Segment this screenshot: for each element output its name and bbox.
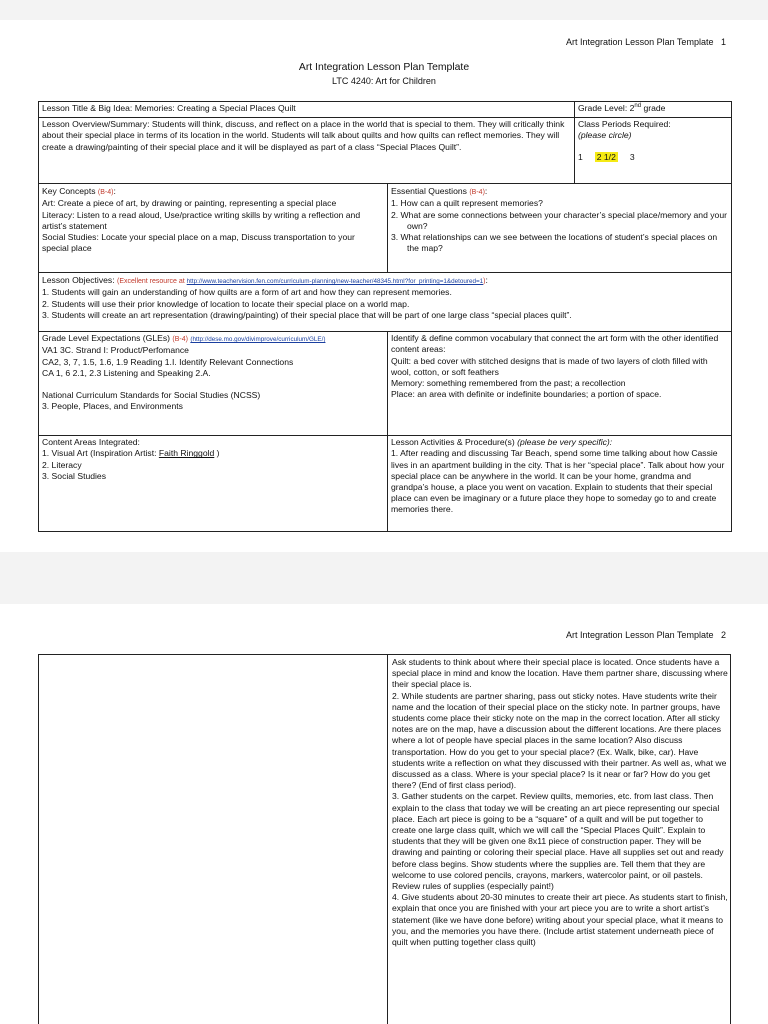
gles-link[interactable]: (http://dese.mo.gov/divimprove/curriculum/GLE/) — [190, 336, 326, 344]
content-areas-cell: Content Areas Integrated: 1. Visual Art (Inspiration Artist: Faith Ringgold ) 2. Literacy 3. Social Studies — [39, 436, 388, 532]
essential-question: 3. What relationships can we see between the locations of student’s special places on the map? — [391, 232, 718, 254]
lesson-overview-cell — [39, 118, 575, 184]
ncss-item: 3. People, Places, and Environments — [42, 401, 183, 412]
essential-questions-label: Essential Questions — [391, 186, 467, 197]
page-number: 1 — [720, 37, 726, 47]
key-concepts-label: Key Concepts — [42, 186, 96, 197]
lesson-title-cell — [39, 102, 575, 118]
key-concepts-cell: Key Concepts (B-4): Art: Create a piece of art, by drawing or painting, representing a special place Literacy: Listen to a read aloud, Use/practice writing skills by writing a reflection and artist’s statement Social Studies: Locate your special place on a map, Discuss transportation to your special place — [39, 184, 388, 273]
gle-line: CA 1, 6 2.1, 2.3 Listening and Speaking 2.A. — [42, 367, 211, 378]
content-areas-label: Content Areas Integrated: — [42, 437, 140, 448]
essential-question: 2. What are some connections between your character’s special place/memory and your own? — [391, 209, 727, 231]
class-periods-note: (please circle) — [578, 130, 632, 141]
page-header-1 — [566, 37, 726, 48]
activities-paragraph: Ask students to think about where their special place is located. Once students have a special place in mind and know the location. Have them partner share, discussing where their special place is. — [392, 657, 728, 690]
page-header-2 — [566, 630, 726, 641]
objectives-resource-link[interactable]: http://www.teachervision.fen.com/curriculum-planning/new-teacher/48345.html?for_printing=1&detoured=1 — [186, 278, 484, 286]
class-periods-cell — [575, 118, 732, 184]
page-2-empty-cell — [39, 655, 388, 1024]
grade-level-cell: Grade Level: 2nd grade — [575, 102, 732, 118]
gle-line: VA1 3C. Strand I: Product/Perfomance — [42, 345, 189, 356]
gles-cell: Grade Level Expectations (GLEs) (B-4) (http://dese.mo.gov/divimprove/curriculum/GLE/) VA1 3C. Strand I: Product/Perfomance CA2, 3, 7, 1.5, 1.6, 1.9 Reading 1.I. Identify Relevant Connections CA 1, 6 2.1, 2.3 Listening and Speaking 2.A. National Curriculum Standards for Social Studies (NCSS) 3. People, Places, and Environments — [39, 332, 388, 436]
objective-item: 3. Students will create an art representation (drawing/painting) of their special place that will be part of one large class “special places quilt”. — [42, 309, 572, 320]
period-option-2-selected[interactable]: 2 1/2 — [596, 151, 616, 162]
page-gap — [0, 552, 768, 604]
activities-step-2: 2. While students are partner sharing, pass out sticky notes. Have students write their name and the location of their special place on the sticky note. In partner groups, have students come place their sticky note on the map in the correct location. After all sticky notes are on the map, have a discussion about the different locations. Are there places where a lot of people have special places in the same location? Also discuss transportation. How do you get to your special place? (Ex. Walk, bike, car). Have students write a reflection on what they discussed with their partner. As well as, what we discussed as a class. Where is your special place? Is it near or far? How do you get there? (End of first class period). — [392, 690, 727, 791]
objective-item: 2. Students will use their prior knowledge of location to locate their special place on a world map. — [42, 298, 410, 309]
activities-step-1: 1. After reading and discussing Tar Beach, spend some time talking about how Cassie lives in an apartment building in the city. That is her “special place”. Talk about how your special place can be anywhere in the world. It can be your home, grandma and grandpa’s house, a place you went on vacation. Explain to students that their special place can even be imaginary or a future place they hope to someday go to and create memories there. — [391, 448, 725, 515]
period-option-3[interactable]: 3 — [629, 151, 635, 162]
page-2-table — [38, 654, 731, 1024]
ncss-label: National Curriculum Standards for Social Studies (NCSS) — [42, 390, 261, 401]
content-area-social-studies: 3. Social Studies — [42, 470, 107, 481]
activities-step-3: 3. Gather students on the carpet. Review quilts, memories, etc. from last class. Then explain to the class that today we will be creating an art piece representing our special place. Each art piece is going to be a “square” of a quilt and will be put together to create one large class quilt, which we will call the “Special Places Quilt”. Explain to students that they will be given one 8x11 piece of construction paper. They will be drawing and painting or coloring their special place. Have all supplies set out and ready before class begins. Show students where the supplies are. Tell them that they are welcome to use colored pencils, crayons, markers, watercolor paint, or oil pastels. Review rules of supplies (especially paint!) — [392, 791, 724, 892]
gles-label: Grade Level Expectations (GLEs) — [42, 333, 171, 344]
essential-question: 1. How can a quilt represent memories? — [391, 198, 543, 209]
gle-line: CA2, 3, 7, 1.5, 1.6, 1.9 Reading 1.I. Identify Relevant Connections — [42, 356, 294, 367]
essential-questions-cell: Essential Questions (B-4): 1. How can a quilt represent memories? 2. What are some connections between your character’s special place/memory and your own? 3. What relationships can we see between the locations of student’s special places on the map? — [388, 184, 732, 273]
key-concept-social-studies: Social Studies: Locate your special place on a map, Discuss transportation to your special place — [42, 232, 355, 254]
page-number: 2 — [720, 630, 726, 640]
course-title: LTC 4240: Art for Children — [332, 76, 436, 86]
lesson-activities-cell: Lesson Activities & Procedure(s) (please be very specific): 1. After reading and discussing Tar Beach, spend some time talking about how Cassie lives in an apartment building in the city. That is her “special place”. Talk about how your special place can be anywhere in the world. It can be your home, grandma and grandpa’s house, a place you went on vacation. Explain to students that their special place can even be imaginary or a future place they hope to someday go to and create memories there. — [388, 436, 732, 532]
key-concept-literacy: Literacy: Listen to a read aloud, Use/practice writing skills by writing a reflection and artist’s statement — [42, 209, 361, 231]
vocab-memory: Memory: something remembered from the past; a recollection — [391, 378, 626, 389]
content-area-literacy: 2. Literacy — [42, 459, 82, 470]
class-periods-label: Class Periods Required: — [578, 119, 671, 130]
inspiration-artist: Faith Ringgold — [158, 448, 215, 459]
lesson-title-label: Lesson Title & Big Idea: — [42, 103, 133, 113]
vocab-place: Place: an area with definite or indefinite boundaries; a portion of space. — [391, 389, 662, 400]
objective-item: 1. Students will gain an understanding of how quilts are a form of art and how they can represent memories. — [42, 287, 452, 298]
overview-text: Students will think, discuss, and reflect on a place in the world that is special to them. They will critically think about their special place in terms of its location in the world. Students will talk about quilts and how quilts can reflect memories. They will create a drawing/painting of their special place and it will be displayed as part of a class “Special Places Quilt”. — [42, 119, 565, 152]
vocabulary-intro: Identify & define common vocabulary that connect the art form with the other identified content areas: — [391, 333, 719, 355]
lesson-objectives-cell: Lesson Objectives: (Excellent resource at http://www.teachervision.fen.com/curriculum-planning/new-teacher/48345.html?for_printing=1&detoured=1): 1. Students will gain an understanding of how quilts are a form of art and how they can represent memories. 2. Students will use their prior knowledge of location to locate their special place on a world map. 3. Students will create an art representation (drawing/painting) of their special place that will be part of one large class “special places quilt”. — [39, 273, 732, 332]
overview-label: Lesson Overview/Summary: — [42, 119, 150, 130]
vocab-quilt: Quilt: a bed cover with stitched designs that is made of two layers of cloth filled with wool, cotton, or soft feathers — [391, 355, 708, 377]
lesson-plan-table — [38, 101, 732, 532]
document-title: Art Integration Lesson Plan Template — [298, 62, 470, 73]
lesson-title-value: Memories: Creating a Special Places Quilt — [134, 103, 296, 113]
page-2-activities-cell — [389, 655, 731, 950]
activities-label: Lesson Activities & Procedure(s) — [391, 437, 515, 448]
page-gap — [0, 0, 768, 20]
vocabulary-cell — [388, 332, 732, 436]
activities-step-4: 4. Give students about 20-30 minutes to create their art piece. As students start to finish, explain that once you are finished with your art piece you are to write a short artist’s statement (like we have done before) writing about your special place, what it means to you, and the memories you have there. (Include artist statement underneath piece of quilt when putting together class quilt) — [392, 892, 728, 948]
running-title: Art Integration Lesson Plan Template — [566, 37, 714, 47]
grade-level-label: Grade Level: 2 — [578, 103, 635, 113]
running-title: Art Integration Lesson Plan Template — [566, 630, 714, 640]
key-concept-art: Art: Create a piece of art, by drawing or painting, representing a special place — [42, 198, 337, 209]
objectives-label: Lesson Objectives: — [42, 275, 115, 286]
period-option-1[interactable]: 1 — [578, 151, 583, 162]
